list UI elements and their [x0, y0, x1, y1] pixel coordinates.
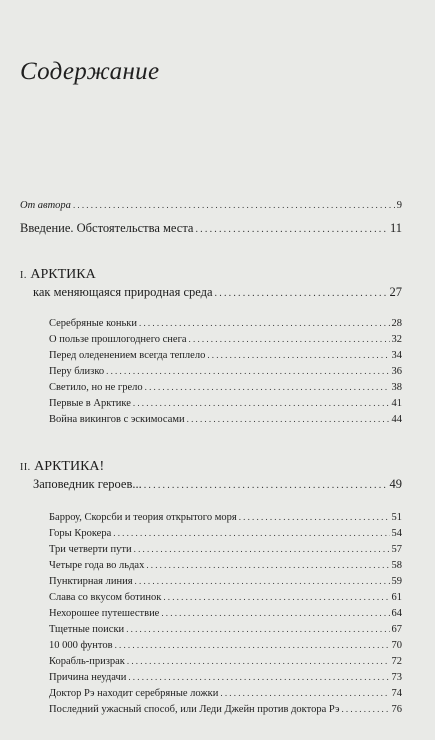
toc-entry — [49, 592, 402, 603]
section-subtitle-row — [33, 285, 402, 300]
section-subtitle: как меняющаяся природная среда — [33, 285, 213, 299]
toc-entry-page: 59 — [391, 576, 402, 587]
toc-entry — [49, 608, 402, 619]
toc-entry-title: Тщетные поиски — [49, 624, 125, 635]
toc-entry — [49, 414, 402, 425]
toc-entry-title: Четыре года во льдах — [49, 560, 145, 571]
toc-entry-title: Причина неудачи — [49, 672, 127, 683]
section-subtitle: Заповедник героев... — [33, 477, 142, 491]
leader-dots — [341, 704, 389, 714]
toc-entry — [49, 512, 402, 523]
toc-entry — [49, 366, 402, 377]
toc-entry-title: Первые в Арктике — [49, 398, 131, 409]
toc-entry — [49, 528, 402, 539]
toc-entry — [49, 350, 402, 361]
toc-entry-title: О пользе прошлогоднего снега — [49, 334, 187, 345]
leader-dots — [215, 288, 388, 299]
leader-dots — [126, 624, 389, 634]
toc-entry-title: Горы Крокера — [49, 528, 112, 539]
toc-entry — [49, 640, 402, 651]
leader-dots — [207, 350, 389, 360]
toc-entry — [49, 704, 402, 715]
toc-entry-page: 49 — [389, 477, 402, 491]
toc-entry — [49, 656, 402, 667]
section-heading — [20, 267, 96, 283]
leader-dots — [163, 592, 389, 602]
toc-entry — [49, 688, 402, 699]
toc-entry-page: 36 — [391, 366, 402, 377]
toc-entry-page: 57 — [391, 544, 402, 555]
toc-entry-title: Серебряные коньки — [49, 318, 138, 329]
leader-dots — [134, 544, 390, 554]
leader-dots — [133, 398, 390, 408]
leader-dots — [128, 672, 389, 682]
toc-entry-page: 44 — [391, 414, 402, 425]
toc-entry-title: 10 000 фунтов — [49, 640, 113, 651]
leader-dots — [144, 480, 388, 491]
toc-entry-page: 51 — [391, 512, 402, 523]
leader-dots — [127, 656, 390, 666]
section-title: АРКТИКА! — [34, 459, 105, 474]
section-title: АРКТИКА — [30, 267, 96, 282]
toc-entry-page: 64 — [391, 608, 402, 619]
toc-entry-title: Доктор Рэ находит серебряные ложки — [49, 688, 219, 699]
section-heading — [20, 459, 104, 475]
toc-entry — [49, 576, 402, 587]
leader-dots — [187, 414, 390, 424]
toc-entry-page: 38 — [391, 382, 402, 393]
toc-entry — [49, 560, 402, 571]
toc-entry-intro — [20, 221, 402, 236]
leader-dots — [146, 560, 389, 570]
toc-entry-title: Пунктирная линия — [49, 576, 133, 587]
leader-dots — [220, 688, 389, 698]
toc-entry-title: Перед оледенением всегда теплело — [49, 350, 206, 361]
toc-entry-page: 74 — [391, 688, 402, 699]
toc-entry-page: 27 — [389, 285, 402, 299]
toc-entry-title: От автора — [20, 200, 71, 211]
leader-dots — [113, 528, 389, 538]
toc-entry-title: Светило, но не грело — [49, 382, 143, 393]
toc-entry-page: 73 — [391, 672, 402, 683]
toc-entry-title: Три четверти пути — [49, 544, 132, 555]
leader-dots — [239, 512, 390, 522]
toc-entry-title: Барроу, Скорсби и теория открытого моря — [49, 512, 237, 523]
leader-dots — [73, 200, 395, 210]
toc-entry-page: 61 — [391, 592, 402, 603]
toc-entry-page: 32 — [391, 334, 402, 345]
leader-dots — [145, 382, 390, 392]
toc-entry-title: Война викингов с эскимосами — [49, 414, 185, 425]
section-numeral: II. — [20, 462, 31, 473]
toc-entry — [49, 672, 402, 683]
toc-entry — [49, 624, 402, 635]
leader-dots — [135, 576, 390, 586]
toc-entry-page: 41 — [391, 398, 402, 409]
toc-entry-page: 34 — [391, 350, 402, 361]
toc-entry-page: 28 — [391, 318, 402, 329]
toc-entry — [49, 334, 402, 345]
toc-entry — [49, 382, 402, 393]
toc-entry-title: Слава со вкусом ботинок — [49, 592, 162, 603]
leader-dots — [115, 640, 390, 650]
toc-entry-page: 67 — [391, 624, 402, 635]
toc-entry-title: Последний ужасный способ, или Леди Джейн против доктора Рэ — [49, 704, 340, 715]
toc-entry-page: 54 — [391, 528, 402, 539]
toc-entry — [49, 318, 402, 329]
leader-dots — [195, 224, 387, 235]
toc-entry — [49, 544, 402, 555]
toc-entry-page: 58 — [391, 560, 402, 571]
leader-dots — [106, 366, 389, 376]
leader-dots — [189, 334, 390, 344]
toc-entry-title: Нехорошее путешествие — [49, 608, 160, 619]
section-subtitle-row — [33, 477, 402, 492]
toc-entry-author — [20, 200, 402, 211]
toc-entry-title: Перу близко — [49, 366, 105, 377]
toc-entry-title: Введение. Обстоятельства места — [20, 221, 194, 235]
section-numeral: I. — [20, 270, 27, 281]
toc-entry-page: 70 — [391, 640, 402, 651]
leader-dots — [139, 318, 389, 328]
toc-entry-title: Корабль-призрак — [49, 656, 125, 667]
toc-entry-page: 11 — [389, 221, 402, 235]
toc-entry-page: 9 — [396, 200, 402, 211]
toc-entry-page: 76 — [391, 704, 402, 715]
toc-entry-page: 72 — [391, 656, 402, 667]
toc-entry — [49, 398, 402, 409]
leader-dots — [161, 608, 389, 618]
page-title: Содержание — [20, 58, 160, 85]
